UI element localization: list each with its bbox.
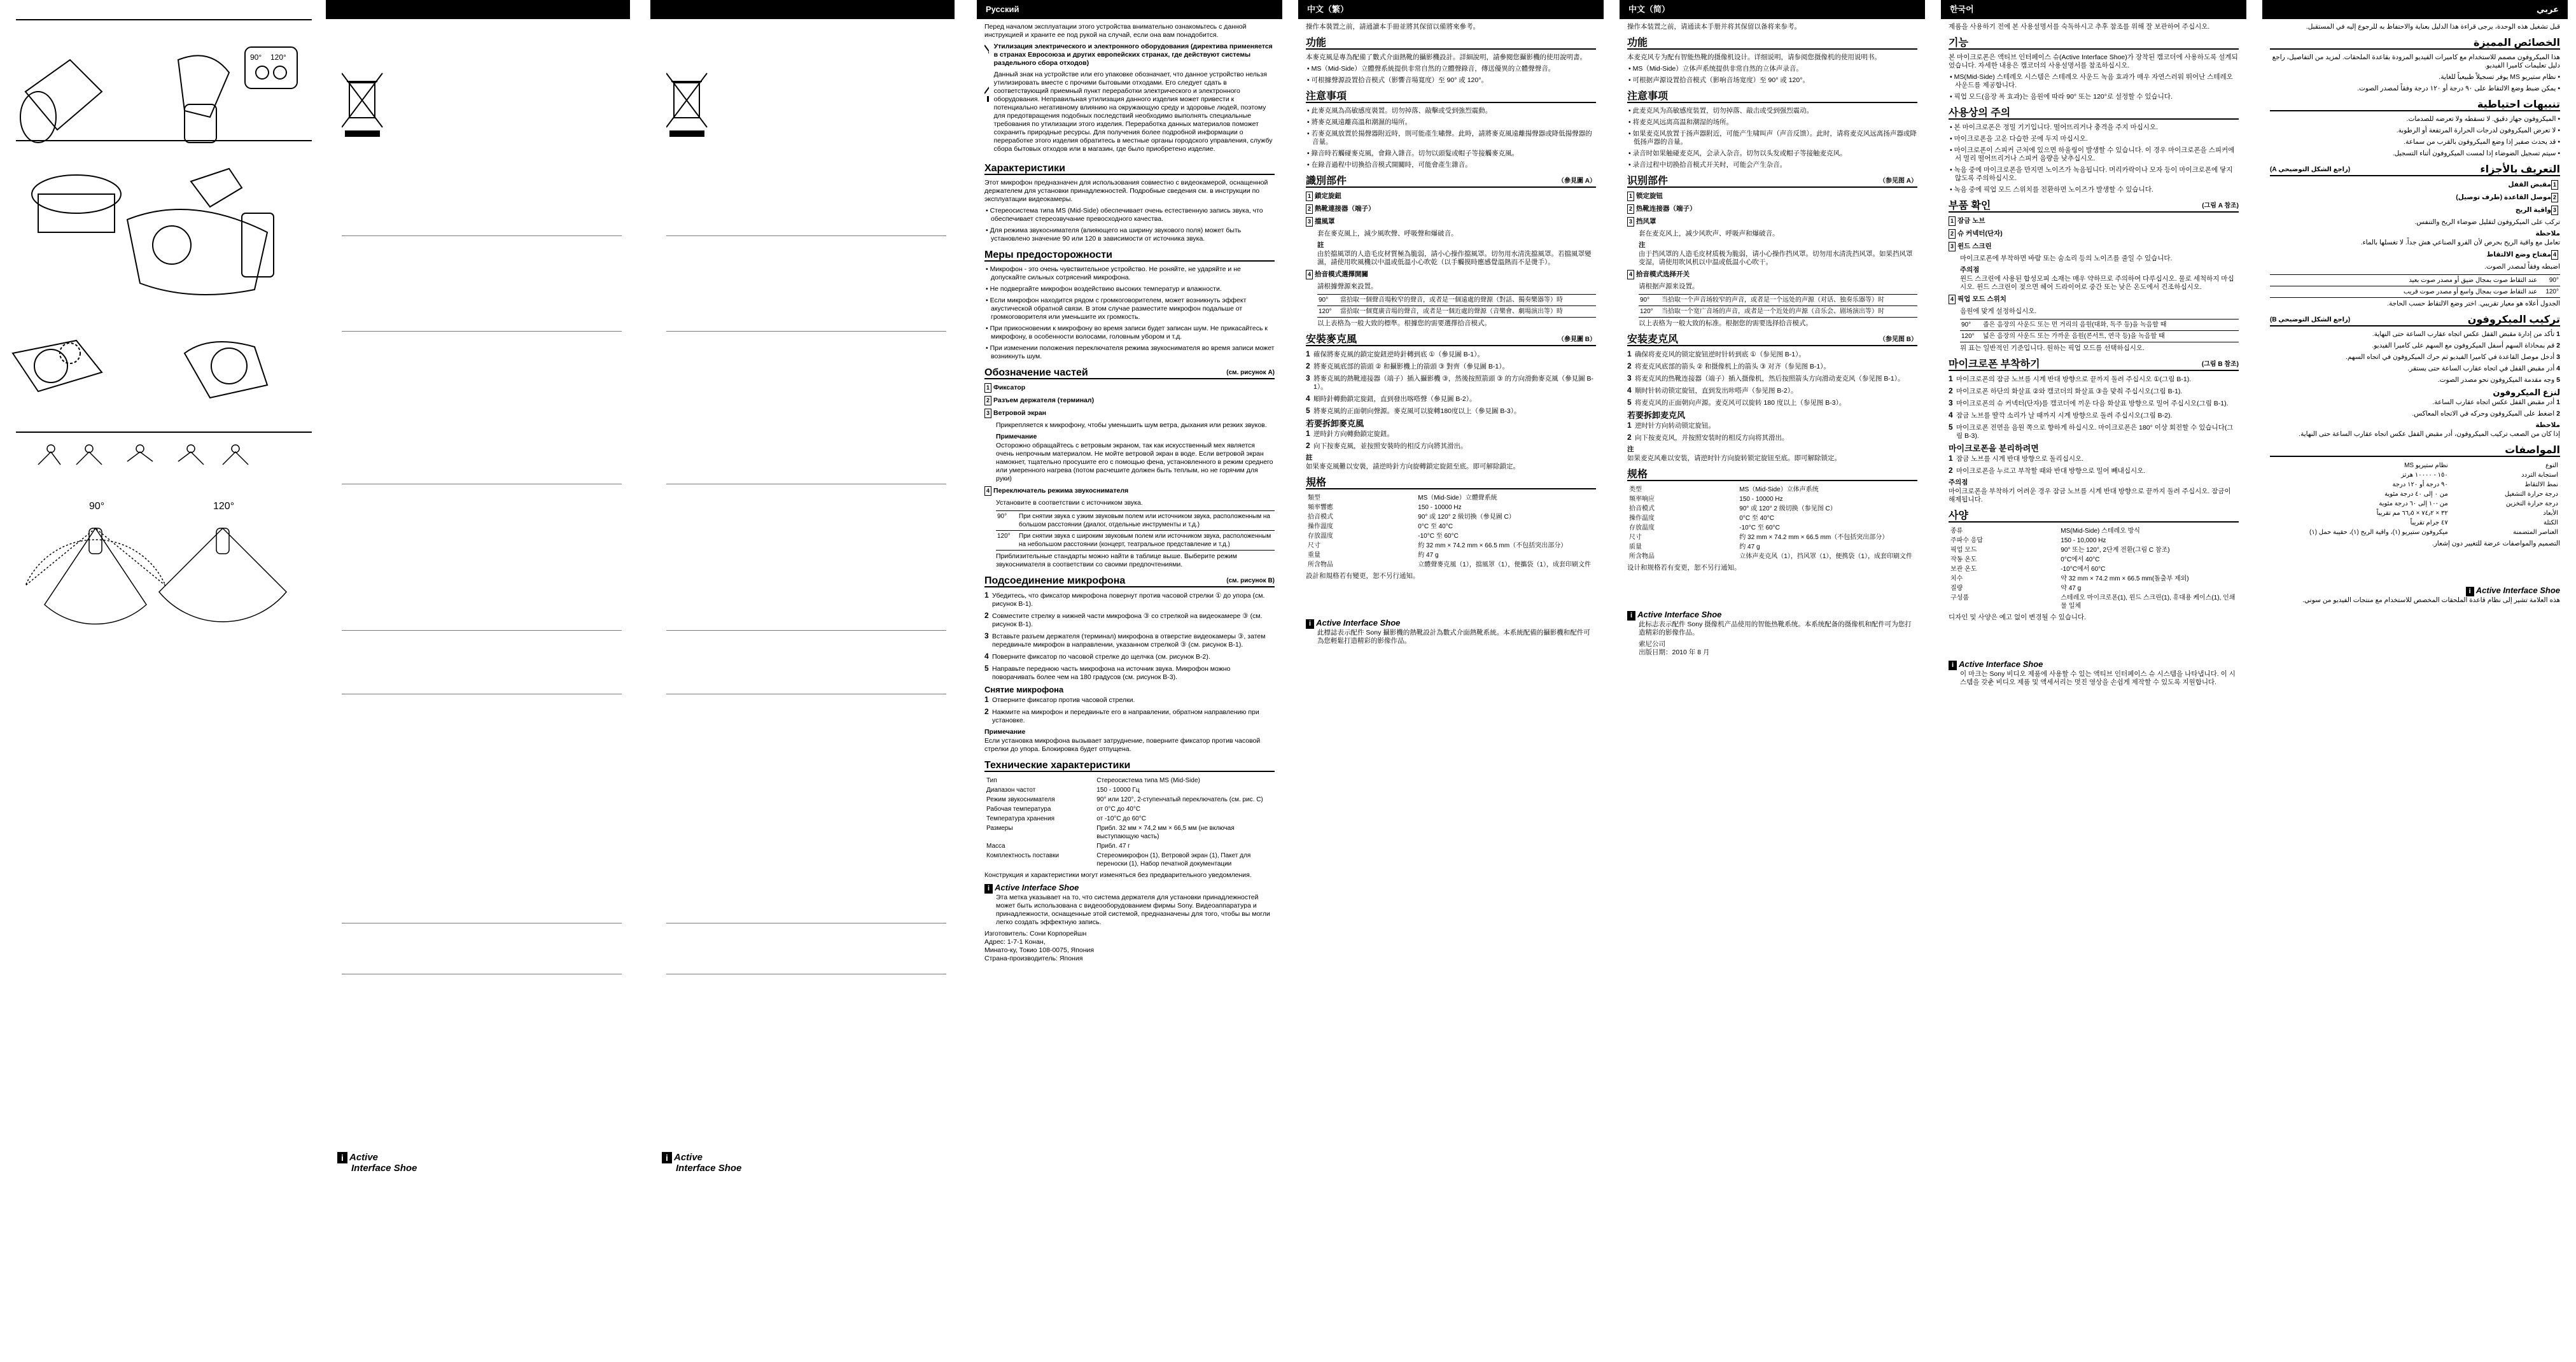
- precautions-heading: تنبيهات احتياطية: [2270, 101, 2560, 111]
- attach-step: 2 將麥克風底部的箭頭 ② 和攝影機上的箭頭 ③ 對齊（參見圖 B-1）。: [1306, 362, 1509, 370]
- detach-note: 如果麥克風難以安裝，請逆時針方向旋轉鎖定旋鈕至底。即可解除鎖定。: [1306, 463, 1520, 470]
- attach-step: 1 تأكد من إدارة مقبض القفل عكس اتجاه عقارب الساعة حتى النهاية.: [2372, 330, 2560, 338]
- spec-heading: 规格: [1627, 470, 1917, 481]
- precautions-heading: 注意事項: [1306, 92, 1596, 103]
- weee-bin-icon: [342, 70, 386, 140]
- parts-heading: التعريف بالأجزاء (راجع الشكل التوضيحي A): [2270, 164, 2560, 175]
- attach-step: 5 마이크로폰 전면을 음원 쪽으로 향하게 하십시오. 마이크로폰은 180° 이상 회전할 수 있습니다(그림 B-3).: [1949, 423, 2234, 440]
- brand-logo: i Active Interface Shoe: [2270, 586, 2560, 596]
- figure-b-illustration: [0, 143, 312, 430]
- blank-tab: [650, 0, 955, 19]
- note-title: Примечание: [996, 433, 1037, 440]
- switch-text: اضبطه وفقاً لمصدر الصوت.: [2484, 263, 2560, 270]
- spec-heading: 사양: [1949, 512, 2239, 523]
- attach-step: 2 قم بمحاذاة السهم أسفل الميكروفون مع السهم على كاميرا الفيديو.: [2372, 342, 2560, 349]
- detach-heading: 마이크로폰을 분리하려면: [1949, 444, 2039, 453]
- intro: 操作本装置之前，请通读本手册并将其保留以备将来参考。: [1627, 23, 1801, 31]
- brand-text: هذه العلامة تشير إلى نظام قاعدة الملحقات المخصص للاستخدام مع منتجات الفيديو من سوني.: [2302, 596, 2560, 604]
- brand-mark-icon: i: [662, 1152, 672, 1163]
- korean-column: [1941, 0, 2246, 1362]
- parts-heading: 识别部件 （参见图 A）: [1627, 176, 1917, 186]
- detach-step: 2 向下按麦克风，并按照安装时的相反方向将其滑出。: [1627, 433, 1789, 442]
- precaution-item: • 此麦克风为高敏感度装置，切勿掉落、敲击或受到强烈震动。: [1628, 107, 1814, 115]
- note-text: تعامل مع واقية الريح بحرص لأن الفرو الصناعي هش جداً. لا تغسلها بالماء.: [2360, 239, 2560, 246]
- precaution-item: • 將麥克風遠離高溫和潮濕的場所。: [1307, 118, 1412, 126]
- intro: 제품을 사용하기 전에 본 사용설명서를 숙독하시고 추후 참조를 위해 잘 보관하여 주십시오.: [1949, 23, 2210, 31]
- brand-mark-icon: i: [337, 1152, 347, 1163]
- maker-line: Страна-производитель: Япония: [984, 955, 1083, 962]
- precaution-item: • قد يحدث صفير إذا وضع الميكروفون بالقرب من سماعة.: [2404, 138, 2560, 146]
- mode-note: Приблизительные стандарты можно найти в таблице выше. Выберите режим звукоснимателя в соответствии со своими предпочтениями.: [996, 552, 1237, 568]
- disposal-text: Данный знак на устройстве или его упаковке обозначает, что данное устройство нельзя утилизировать вместе с прочими бытовыми отходами. Его следует сдать в соответствующий приемный пункт переработки электрического и электронного оборудования. Неправильная утилизация данного изделия может привести к потенциально негативному влиянию на окружающую среду и здоровье людей, поэтому для предотвращения подобных последствий необходимо выполнять специальные требования по утилизации этого изделия. Переработка данных материалов поможет сохранить природные ресурсы. Для получения более подробной информации о переработке этого изделия обратитесь в местные органы городского управления, службу сбора бытовых отходов или в магазин, где было приобретено изделие.: [993, 71, 1273, 153]
- note-text: 由于挡风罩的人造毛皮材质极为脆弱，请小心操作挡风罩。切勿用水清洗挡风罩。如果挡风罩变湿，请使用吹风机以中温或低温小心吹干。: [1639, 250, 1913, 266]
- attach-step: 2 마이크로폰 하단의 화살표 ②와 캠코더의 화살표 ③을 맞춰 주십시오(그림 B-1).: [1949, 386, 2183, 395]
- brand-mark-icon: i: [1627, 611, 1635, 621]
- part-item: 3 Ветровой экран: [984, 409, 1275, 418]
- attach-step: 5 Направьте переднюю часть микрофона на источник звука. Микрофон можно поворачивать более чем на 180 градусов (см. рисунок B-3).: [984, 664, 1231, 681]
- brand-logo: i Active Interface Shoe: [1949, 660, 2239, 670]
- pickup-mode-table: 90° 當拾取一個聲音場較窄的聲音，或者是一個遠處的聲源（對話、獨奏樂器等）時 120° 當拾取一個寬廣音場的聲音，或者是一個近處的聲源（音樂會、劇場演出等）時: [1317, 294, 1596, 318]
- spec-heading: المواصفات: [2270, 446, 2560, 457]
- precaution-item: • الميكروفون جهاز دقيق. لا تسقطه ولا تعرضه للصدمات.: [2406, 115, 2560, 123]
- detach-heading: 若要拆卸麦克风: [1627, 411, 1686, 420]
- intro: 操作本裝置之前，請通讀本手冊並將其保留以備將來參考。: [1306, 23, 1480, 31]
- maker-line: Изготовитель: Сони Корпорейшн: [984, 930, 1087, 937]
- function-bullet: • يمكن ضبط وضع الالتقاط على ٩٠ درجة أو ١٢٠ درجة وفقاً لمصدر الصوت.: [2357, 85, 2560, 92]
- attach-step: 3 将麦克风的热靴连接器（端子）插入摄像机，然后按照箭头方向滑动麦克风（参见图 B-1）。: [1627, 374, 1905, 383]
- part-item: 3 擋風罩: [1306, 217, 1596, 227]
- spec-note: 设计和规格若有变更，恕不另行通知。: [1627, 564, 1741, 572]
- precaution-item: • لا تعرض الميكروفون لدرجات الحرارة المرتفعة أو الرطوبة.: [2396, 127, 2560, 134]
- precaution-item: • 녹음 중에 픽업 모드 스위치를 전환하면 노이즈가 발생할 수 있습니다.: [1950, 186, 2153, 193]
- tab-arabic: عربي: [2262, 0, 2568, 19]
- detach-step: 2 마이크로폰을 누르고 부착할 때와 반대 방향으로 밀어 빼내십시오.: [1949, 466, 2146, 475]
- detach-step: 2 اضغط على الميكروفون وحركه في الاتجاه المعاكس.: [2412, 410, 2560, 418]
- precaution-item: • 마이크로폰이 스피커 근처에 있으면 하울링이 발생할 수 있습니다. 이 경우 마이크로폰을 스피커에서 멀리 떨어뜨리거나 스피커 음량을 낮추십시오.: [1950, 146, 2235, 162]
- attach-step: 3 마이크로폰의 슈 커넥터(단자)를 캠코더에 끼운 다음 화살표 방향으로 밀어 주십시오(그림 B-1).: [1949, 398, 2229, 407]
- precaution-item: • Микрофон - это очень чувствительное устройство. Не роняйте, не ударяйте и не допускайте сильных сотрясений микрофона.: [986, 265, 1241, 281]
- intro: Перед началом эксплуатации этого устройства внимательно ознакомьтесь с данной инструкцией и храните ее под рукой на случай, если она вам понадобится.: [984, 23, 1247, 39]
- spec-note: 디자인 및 사양은 예고 없이 변경될 수 있습니다.: [1949, 614, 2087, 621]
- function-bullet: • 可根据声源设置拾音模式（影响音场宽度）至 90° 或 120°。: [1628, 76, 1809, 84]
- features-text: Этот микрофон предназначен для использования совместно с видеокамерой, оснащенной держателем для установки принадлежностей. Подробные сведения см. в инструкции по эксплуатации видеокамеры.: [984, 179, 1268, 203]
- attach-step: 1 마이크로폰의 잠금 노브를 시계 반대 방향으로 끝까지 돌려 주십시오 ①(그림 B-1).: [1949, 374, 2192, 383]
- switch-text: 請根據聲源來設置。: [1317, 283, 1378, 290]
- part-item: 4 Переключатель режима звукоснимателя: [984, 486, 1275, 496]
- pickup-mode-table: 90° При снятии звука с узким звуковым полем или источником звука, расположенным на большом расстоянии (диалог, отдельные инструменты и т.д.) 120° При снятии звука с широким звуковым полем или источником звука, расположенным на небольшом расстоянии (концерт, театральное представление и т.д.): [996, 510, 1275, 551]
- attach-step: 4 잠금 노브를 딸깍 소리가 날 때까지 시계 방향으로 돌려 주십시오(그림 B-2).: [1949, 411, 2173, 419]
- detach-step: 2 向下按麥克風，並按照安裝時的相反方向將其滑出。: [1306, 441, 1467, 450]
- attach-step: 4 أدر مقبض القفل في اتجاه عقارب الساعة حتى يستقر.: [2407, 365, 2560, 372]
- precaution-item: • 此麥克風為高敏感度裝置。切勿掉落、敲擊或受到強烈震動。: [1307, 107, 1492, 115]
- brand-text: Эта метка указывает на то, что система держателя для установки принадлежностей может быть использована с видеооборудованием фирмы Sony. Видеоаппаратура и принадлежности, оснащенные этой системой, предназначены для того, чтобы вы могли легко создать эффектную запись.: [996, 894, 1270, 926]
- note-title: 注: [1639, 241, 1646, 249]
- brand-logo: i Active Interface Shoe: [1306, 619, 1596, 629]
- mode-note: 以上表格为一般大致的标准。根据您的需要选择拾音模式。: [1639, 319, 1812, 327]
- precaution-item: • 본 마이크로폰은 정밀 기기입니다. 떨어뜨리거나 충격을 주지 마십시오.: [1950, 123, 2158, 131]
- functions-text: 本麥克風是專為配備了數式介面熱靴的攝影機設計。詳細說明，請參閱您攝影機的使用說明書。: [1306, 53, 1586, 61]
- precaution-item: • 在錄音過程中切換拾音模式開關時，可能會產生雜音。: [1307, 161, 1472, 169]
- part-item: 2 熱靴連接器（端子）: [1306, 204, 1596, 214]
- figure-c-illustration: [0, 439, 312, 694]
- detach-note: 如果麦克风难以安装，请逆时针方向旋转锁定旋钮至底。即可解除锁定。: [1627, 454, 1841, 462]
- note-title: ملاحظة: [2535, 230, 2560, 237]
- angle-label-120: 120°: [213, 501, 235, 512]
- spec-table: Тип Стереосистема типа MS (Mid-Side) Диапазон частот 150 - 10000 Гц Режим звукоснимателя 90° или 120°, 2-ступенчатый переключатель (см. рис. C) Рабочая температура от 0°C до 40°C Температура хранения от -10°C до 60°C Размеры Прибл. 32 мм × 74,2 мм × 66,5 мм (не включая выступающую часть) Масса Прибл. 47 г Комплектность поставки Стереомикрофон (1), Ветровой экран (1), Пакет для переноски (1), Набор печатной документации: [986, 777, 1263, 867]
- precautions-heading: 注意事项: [1627, 92, 1917, 103]
- brand-logo: i Active Interface Shoe: [984, 883, 1275, 894]
- switch-text: 请根据声源来设置。: [1639, 283, 1699, 290]
- attach-step: 5 將麥克風的正面朝向聲源。麥克風可以旋轉180度以上（參見圖 B-3）。: [1306, 406, 1521, 415]
- russian-column: [977, 0, 1282, 1362]
- mode-label-90: 90°: [250, 53, 262, 62]
- attach-step: 1 確保將麥克風的鎖定旋鈕逆時針轉到底 ①（參見圖 B-1）。: [1306, 349, 1484, 358]
- spec-note: 設計和規格若有變更，恕不另行通知。: [1306, 572, 1420, 580]
- spec-table: 종류 MS(Mid-Side) 스테레오 방식 주파수 응답 150 - 10,000 Hz 픽업 모드 90° 또는 120°, 2단계 전환(그림 C 참조) 작동 온도 0°C에서 40°C 보관 온도 -10°C에서 60°C 치수 약 32 mm × 74.2 mm × 66.5 mm(돌출부 제외) 질량 약 47 g 구성품 스테레오 마이크로폰(1), 윈드 스크린(1), 휴대용 케이스(1), 인쇄물 일체: [1950, 528, 2236, 610]
- functions-text: 본 마이크로폰은 액티브 인터페이스 슈(Active Interface Shoe)가 장착된 캠코더에 사용하도록 설계되었습니다. 자세한 내용은 캠코더의 사용설명서를 참조하십시오.: [1949, 53, 2238, 69]
- brand-mark-icon: i: [2466, 587, 2474, 596]
- detach-step: 2 Нажмите на микрофон и передвиньте его в направлении, обратном направлению при установке.: [984, 707, 1259, 724]
- attach-step: 5 وجه مقدمة الميكروفون نحو مصدر الصوت.: [2437, 376, 2560, 384]
- attach-heading: تركيب الميكروفون (راجع الشكل التوضيحي B): [2270, 314, 2560, 325]
- part-item: 1 锁定旋钮: [1627, 192, 1917, 201]
- maker-line: Минато-ку, Токио 108-0075, Япония: [984, 946, 1095, 954]
- part-item: 3 윈드 스크린: [1949, 242, 2239, 251]
- functions-heading: 功能: [1306, 39, 1596, 50]
- part-item: 4 拾音模式選擇開關: [1306, 270, 1596, 279]
- windscreen-text: Прикрепляется к микрофону, чтобы уменьшить шум ветра, дыхания или резких звуков.: [996, 421, 1267, 429]
- disposal-title: Утилизация электрического и электронного оборудования (директива применяется в странах Евросоюза и других европейских странах, где действуют системы раздельного сбора отходов): [993, 43, 1273, 67]
- functions-heading: الخصائص المميزة: [2270, 39, 2560, 50]
- part-item: 1 Фиксатор: [984, 383, 1275, 393]
- brand-mark-icon: i: [1306, 619, 1314, 629]
- figure-column: [0, 0, 312, 1362]
- part-item: 4 拾音模式选择开关: [1627, 270, 1917, 279]
- precaution-item: • سيتم تسجيل الضوضاء إذا لمست الميكروفون أثناء التسجيل.: [2392, 150, 2560, 157]
- windscreen-text: 套在麥克風上，減少風吹聲、呼吸聲和爆破音。: [1317, 230, 1458, 237]
- angle-label-90: 90°: [89, 501, 105, 512]
- attach-step: 4 順時針轉動鎖定旋鈕，直到發出喀嗒聲（參見圖 B-2）。: [1306, 394, 1476, 403]
- feature-bullet: • Для режима звукоснимателя (влияющего на ширину звукового поля) может быть установлено значение 90 или 120 в зависимости от источника звука.: [986, 227, 1242, 242]
- windscreen-text: 마이크로폰에 부착하면 바람 또는 숨소리 등의 노이즈를 줄일 수 있습니다.: [1960, 255, 2173, 262]
- function-bullet: • نظام ستيريو MS يوفر تسجيلاً طبيعياً للغاية.: [2439, 73, 2560, 81]
- attach-step: 1 Убедитесь, что фиксатор микрофона повернут против часовой стрелки ① до упора (см. рисунок B-1).: [984, 591, 1265, 608]
- tab-chinese-simplified: 中文（简）: [1620, 0, 1925, 19]
- function-bullet: • 픽업 모드(음장 폭 효과)는 음원에 따라 90° 또는 120°로 설정할 수 있습니다.: [1950, 93, 2173, 101]
- maker-line: 索尼公司: [1639, 640, 1665, 648]
- brand-logo-col2: i Active Interface Shoe: [662, 1152, 741, 1173]
- windscreen-text: تركب على الميكروفون لتقليل ضوضاء الريح والتنفس.: [2414, 218, 2560, 226]
- functions-text: 本麦克风专为配有智能热靴的摄像机设计。详细说明，请参阅您摄像机的使用说明书。: [1627, 53, 1881, 61]
- chinese-simplified-column: [1620, 0, 1925, 1362]
- detach-step: 1 逆时针方向转动锁定旋钮。: [1627, 421, 1715, 430]
- detach-note-title: Примечание: [984, 728, 1026, 736]
- function-bullet: • MS（Mid-Side）立體聲系統提供非常自然的立體聲錄音，傳送優異的立體聲聲音。: [1307, 65, 1555, 73]
- function-bullet: • MS（Mid-Side）立体声系统提供非常自然的立体声录音。: [1628, 65, 1803, 73]
- part-item: 2 Разъем держателя (терминал): [984, 396, 1275, 405]
- maker-line: 出版日期：2010 年 8 月: [1639, 649, 1710, 656]
- note-title: 註: [1317, 241, 1324, 249]
- part-item: 1 잠금 노브: [1949, 216, 2239, 226]
- mode-label-120: 120°: [270, 53, 286, 62]
- part-item: 1مقبض القفل: [2270, 180, 2560, 190]
- part-item: 2موصل القاعدة (طرف توصيل): [2270, 193, 2560, 202]
- detach-note: إذا كان من الصعب تركيب الميكروفون، أدر مقبض القفل عكس اتجاه عقارب الساعة حتى النهاية.: [2299, 430, 2560, 438]
- brand-text: 此標誌表示配件 Sony 攝影機的熱靴設計為數式介面熱靴系統。本系統配備的攝影機和配件可為您輕鬆打造精彩的影像作品。: [1317, 629, 1590, 645]
- note-text: 由於擋風罩的人造毛皮材質極為脆弱，請小心操作擋風罩。切勿用水清洗擋風罩。若擋風罩變濕，請使用吹風機以中溫或低溫小心吹乾（以手觸摸時應感覺溫熱而不是燙手）。: [1317, 250, 1592, 266]
- arabic-column: [2262, 0, 2568, 1362]
- attach-step: 5 将麦克风的正面朝向声源。麦克风可以旋转 180 度以上（参见图 B-3）。: [1627, 398, 1846, 407]
- spec-heading: 規格: [1306, 479, 1596, 489]
- attach-step: 4 Поверните фиксатор по часовой стрелке до щелчка (см. рисунок B-2).: [984, 652, 1210, 661]
- attach-heading: 安装麦克风 （参见图 B）: [1627, 334, 1917, 345]
- precaution-item: • 마이크로폰을 고온 다습한 곳에 두지 마십시오.: [1950, 135, 2088, 143]
- note-title: 주의점: [1960, 266, 1980, 274]
- part-item: 4مفتاح وضع الالتقاط: [2270, 250, 2560, 260]
- attach-step: 2 Совместите стрелку в нижней части микрофона ③ со стрелкой на видеокамере ③ (см. рисунок B-1).: [984, 611, 1263, 628]
- precaution-item: • При прикосновении к микрофону во время записи будет записан шум. Не прикасайтесь к микрофону, в особенности волосами, головным убором и т.д.: [986, 325, 1268, 340]
- precaution-item: • 录音时如果触碰麦克风，会录入杂音。切勿以头发或帽子等接触麦克风。: [1628, 150, 1847, 157]
- tab-korean: 한국어: [1941, 0, 2246, 19]
- detach-note-title: 注: [1627, 446, 1634, 453]
- detach-step: 1 Отверните фиксатор против часовой стрелки.: [984, 695, 1135, 704]
- chinese-traditional-column: [1298, 0, 1604, 1362]
- functions-text: هذا الميكروفون مصمم للاستخدام مع كاميرات الفيديو المزودة بقاعدة الملحقات. لمزيد من التفاصيل، راجع دليل تعليمات كاميرا الفيديو.: [2272, 53, 2560, 69]
- detach-note: Если установка микрофона вызывает затруднение, поверните фиксатор против часовой стрелки до упора. Блокировка будет отпущена.: [984, 737, 1261, 753]
- spec-note: Конструкция и характеристики могут изменяться без предварительного уведомления.: [984, 871, 1252, 879]
- attach-step: 3 將麥克風的熱靴連接器（端子）插入攝影機 ③，然後按照箭頭 ③ 的方向滑動麥克風（參見圖 B-1）。: [1306, 374, 1593, 391]
- precaution-item: • 录音过程中切换拾音模式开关时，可能会产生杂音。: [1628, 161, 1787, 169]
- part-item: 4 픽업 모드 스위치: [1949, 295, 2239, 304]
- pickup-mode-table: 90° 좁은 음장의 사운드 또는 먼 거리의 음원(대화, 독주 등)을 녹음할 때 120° 넓은 음장의 사운드 또는 가까운 음원(콘서트, 연극 등)을 녹음할 때: [1960, 319, 2239, 342]
- attach-heading: 安裝麥克風 （參見圖 B）: [1306, 334, 1596, 345]
- note-text: Осторожно обращайтесь с ветровым экраном, так как искусственный мех является очень непрочным материалом. Не мойте ветровой экран в воде. Если ветровой экран намокнет, тщательно просушите его с помощью фена, установленного в режим среднего или умеренного нагрева (потом расчешите должен быть теплым, но не горячим для руки): [996, 442, 1273, 482]
- mode-note: 위 표는 일반적인 기준입니다. 원하는 픽업 모드를 선택하십시오.: [1960, 344, 2145, 352]
- switch-text: Установите в соответствии с источником звука.: [996, 499, 1143, 507]
- part-item: 2 热靴连接器（端子）: [1627, 204, 1917, 214]
- attach-heading: Подсоединение микрофона (см. рисунок B): [984, 575, 1275, 586]
- detach-note-title: 주의점: [1949, 479, 1968, 486]
- detach-step: 1 أدر مقبض القفل عكس اتجاه عقارب الساعة.: [2432, 398, 2560, 406]
- attach-heading: 마이크로폰 부착하기 (그림 B 참조): [1949, 359, 2239, 370]
- precautions-heading: 사용상의 주의: [1949, 109, 2239, 120]
- brand-text: 이 마크는 Sony 비디오 제품에 사용할 수 있는 액티브 인터페이스 슈 시스템을 나타냅니다. 이 시스템을 갖춘 비디오 제품 및 액세서리는 멋진 영상을 손쉽게 제작할 수 있도록 지원합니다.: [1960, 670, 2236, 686]
- features-heading: Характеристики: [984, 164, 1275, 175]
- mode-note: 以上表格為一般大致的標準。根據您的需要選擇拾音模式。: [1317, 319, 1491, 327]
- precaution-item: • 錄音時若觸碰麥克風，會錄入雜音。切勿以頭髮或帽子等接觸麥克風。: [1307, 150, 1519, 157]
- part-item: 2 슈 커넥터(단자): [1949, 229, 2239, 239]
- part-item: 1 鎖定旋鈕: [1306, 192, 1596, 201]
- maker-line: Адрес: 1-7-1 Конан,: [984, 938, 1046, 946]
- function-bullet: • MS(Mid-Side) 스테레오 시스템은 스테레오 사운드 녹음 효과가 매우 자연스러워 뛰어난 스테레오 사운드를 제공합니다.: [1950, 73, 2233, 89]
- detach-heading: 若要拆卸麥克風: [1306, 419, 1364, 428]
- precaution-item: • 将麦克风远离高温和潮湿的场所。: [1628, 118, 1733, 126]
- brand-mark-icon: i: [1949, 661, 1957, 670]
- brand-logo-col1: i Active Interface Shoe: [337, 1152, 417, 1173]
- functions-heading: 功能: [1627, 39, 1917, 50]
- attach-step: 1 确保将麦克风的锁定旋钮逆时针转到底 ①（参见图 B-1）。: [1627, 349, 1805, 358]
- spec-table: 類型 MS（Mid-Side）立體聲系統 頻率響應 150 - 10000 Hz 拾音模式 90° 或 120° 2 級切換（參見圖 C） 操作溫度 0°C 至 40°C 存放溫度 -10°C 至 60°C 尺寸 約 32 mm × 74.2 mm × 66.5 mm（不包括突出部分） 重量 約 47 g 所含物品 立體聲麥克風（1），擋風罩（1），便攜袋（1），成套印刷文件: [1308, 495, 1591, 568]
- mode-note: الجدول أعلاه هو معيار تقريبي. اختر وضع الالتقاط حسب الحاجة.: [2387, 300, 2560, 307]
- blank-tab: [326, 0, 630, 19]
- precautions-heading: Меры предосторожности: [984, 251, 1275, 262]
- brand-logo: i Active Interface Shoe: [1627, 610, 1917, 621]
- detach-note-title: ملاحظة: [2535, 421, 2560, 429]
- spec-heading: Технические характеристики: [984, 761, 1275, 772]
- part-item: 3واقية الريح: [2270, 206, 2560, 215]
- brand-mark-icon: i: [984, 884, 993, 894]
- detach-step: 1 逆時針方向轉動鎖定旋鈕。: [1306, 429, 1394, 438]
- precaution-item: • 如果麦克风放置于扬声器附近，可能产生啸叫声（声音反馈）。此时，请将麦克风远离扬声器或降低扬声器的音量。: [1628, 130, 1917, 146]
- feature-bullet: • Стереосистема типа MS (Mid-Side) обеспечивает очень естественную запись звука, что обеспечивает стереозвучание превосходного качества.: [986, 207, 1263, 223]
- part-item: 3 挡风罩: [1627, 217, 1917, 227]
- function-bullet: • 可根據聲源設置拾音模式（影響音場寬度）至 90° 或 120°。: [1307, 76, 1488, 84]
- attach-step: 3 Вставьте разъем держателя (терминал) микрофона в отверстие видеокамеры ③, затем передвиньте микрофон в направлении, указанном стрелкой ③ (см. рисунок B-1).: [984, 631, 1266, 649]
- intro: قبل تشغيل هذه الوحدة، يرجى قراءة هذا الدليل بعناية والاحتفاظ به للرجوع إليه في المستقبل.: [2306, 23, 2560, 31]
- spec-note: التصميم والمواصفات عرضة للتغيير دون إشعار.: [2432, 540, 2560, 547]
- functions-heading: 기능: [1949, 39, 2239, 50]
- precaution-item: • Если микрофон находится рядом с громкоговорителем, может возникнуть эффект акустической обратной связи. В этом случае разместите микрофон подальше от громкоговорителя или уменьшите их громкость.: [986, 297, 1247, 321]
- detach-note-title: 註: [1306, 454, 1313, 461]
- detach-step: 1 잠금 노브를 시계 반대 방향으로 돌리십시오.: [1949, 454, 2084, 463]
- precaution-item: • 若麥克風放置於揚聲器附近時，則可能產生嘯聲。此時，請將麥克風遠離揚聲器或降低揚聲器的音量。: [1307, 130, 1592, 146]
- tab-russian: Русский: [977, 0, 1282, 19]
- pickup-mode-table: 90° عند التقاط صوت بمجال ضيق أو مصدر صوت بعيد 120° عند التقاط صوت بمجال واسع أو مصدر صوت قريب: [2270, 274, 2560, 298]
- detach-heading: لنزع الميكروفون: [2493, 388, 2560, 397]
- precaution-item: • Не подвергайте микрофон воздействию высоких температур и влажности.: [986, 285, 1222, 293]
- parts-heading: 부품 확인 (그림 A 참조): [1949, 200, 2239, 211]
- attach-step: 4 顺时针转动锁定旋钮，直到发出咔嗒声（参见图 B-2）。: [1627, 386, 1798, 395]
- switch-text: 음원에 맞게 설정하십시오.: [1960, 307, 2037, 315]
- precaution-item: • 녹음 중에 마이크로폰을 만지면 노이즈가 녹음됩니다. 머리카락이나 모자 등이 마이크로폰에 닿지 않도록 주의하십시오.: [1950, 166, 2233, 182]
- spec-table: النوع نظام ستيريو MS استجابة التردد ١٥٠ - ١٠٠٠٠ هرتز نمط الالتقاط ٩٠ درجة أو ١٢٠ درجة درجة حرارة التشغيل من ٠ إلى ٤٠ درجة مئوية درجة حرارة التخزين من -١٠ إلى ٦٠ درجة مئوية الأبعاد ٣٢ × ٧٤٫٢ × ٦٦٫٥ مم تقريباً الكتلة ٤٧ جرام تقريباً العناصر المتضمنة ميكروفون ستيريو (١)، واقية الريح (١)، حقيبة حمل (١): [2309, 462, 2558, 536]
- brand-text: 此标志表示配件 Sony 摄像机产品使用的智能热靴系统。本系统配备的摄像机和配件可为您打造精彩的影像作品。: [1639, 621, 1912, 636]
- attach-step: 2 将麦克风底部的箭头 ② 和摄像机上的箭头 ③ 对齐（参见图 B-1）。: [1627, 362, 1831, 370]
- attach-step: 3 أدخل موصل القاعدة في كاميرا الفيديو ثم حرك الميكروفون في اتجاه السهم.: [2346, 353, 2560, 361]
- parts-heading: 識別部件 （參見圖 A）: [1306, 176, 1596, 186]
- detach-heading: Снятие микрофона: [984, 685, 1064, 694]
- tab-chinese-traditional: 中文（繁）: [1298, 0, 1604, 19]
- precaution-item: • При изменении положения переключателя режима звукоснимателя во время записи может возникнуть шум.: [986, 344, 1275, 360]
- detach-note: 마이크로폰을 부착하기 어려운 경우 잠금 노브를 시계 반대 방향으로 끝까지 돌려 주십시오. 잠금이 해제됩니다.: [1949, 488, 2231, 503]
- note-text: 윈드 스크린에 사용된 합성모피 소재는 매우 약하므로 주의하여 다루십시오. 물로 세척하지 마십시오. 윈드 스크린이 젖으면 헤어 드라이어로 중간 또는 낮은 온도에서 건조하십시오.: [1960, 275, 2234, 291]
- weee-bin-icon: [666, 70, 711, 140]
- pickup-mode-table: 90° 当拾取一个声音场较窄的声音，或者是一个远处的声源（对话、独奏乐器等）时 120° 当拾取一个宽广音场的声音，或者是一个近处的声源（音乐会、剧场演出等）时: [1639, 294, 1917, 318]
- windscreen-text: 套在麦克风上，减少风吹声、呼吸声和爆破音。: [1639, 230, 1779, 237]
- weee-bin-icon: [984, 43, 989, 103]
- spec-table: 类型 MS（Mid-Side）立体声系统 频率响应 150 - 10000 Hz 拾音模式 90° 或 120° 2 级切换（参见图 C） 操作温度 0°C 至 40°C 存放温度 -10°C 至 60°C 尺寸 约 32 mm × 74.2 mm × 66.5 mm（不包括突出部分） 质量 约 47 g 所含物品 立体声麦克风（1），挡风罩（1），便携袋（1），成套印刷文件: [1629, 486, 1912, 560]
- parts-heading: Обозначение частей (см. рисунок A): [984, 367, 1275, 378]
